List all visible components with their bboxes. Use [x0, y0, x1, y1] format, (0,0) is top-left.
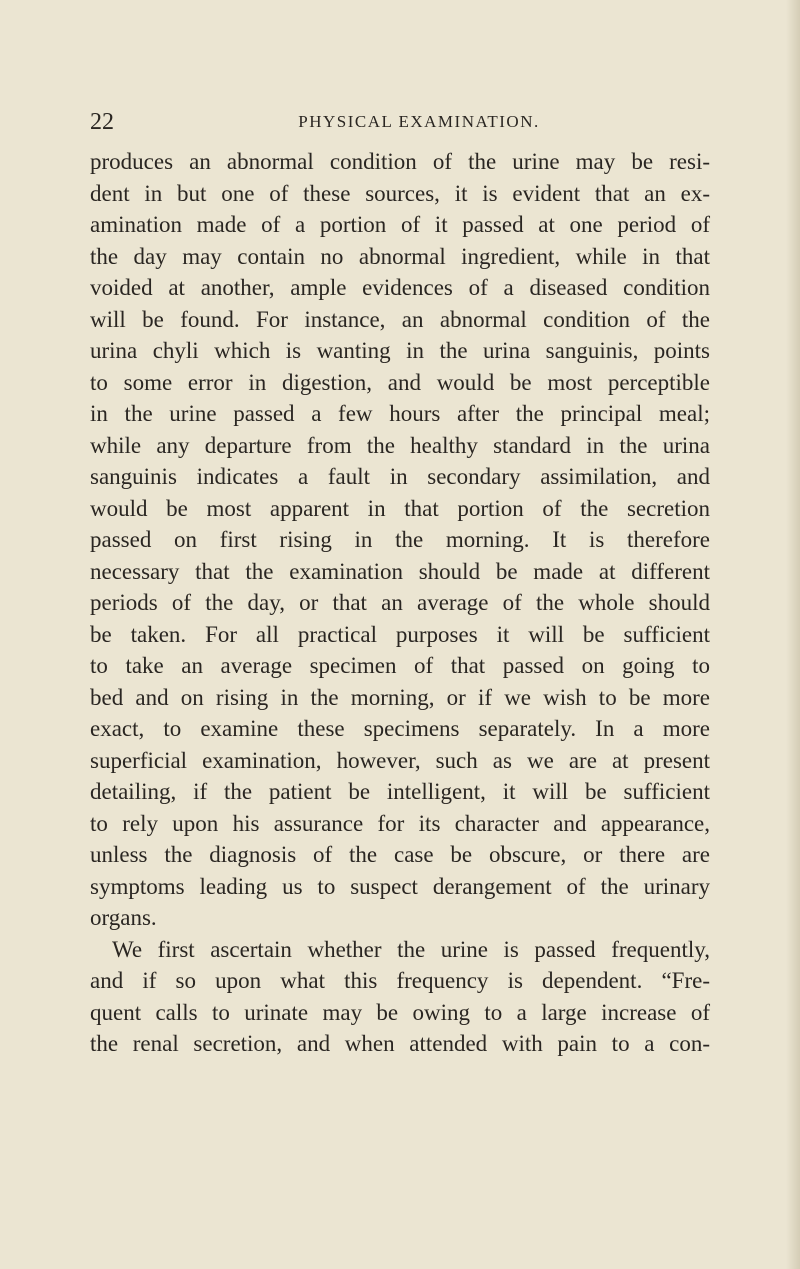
text-line: be taken. For all practical purposes it will be sufficient: [90, 621, 710, 647]
text-line: dent in but one of these sources, it is evident that an ex-: [90, 180, 710, 206]
text-line: urina chyli which is wanting in the urina sanguinis, points: [90, 338, 710, 363]
text-line: amination made of a portion of it passed at one period of: [90, 212, 710, 237]
text-line: to rely upon his assurance for its character and appearance,: [90, 810, 710, 836]
text-line: voided at another, ample evidences of a diseased condition: [90, 275, 710, 300]
page-number: 22: [90, 109, 114, 135]
text-line: unless the diagnosis of the case be obscure, or there are: [90, 842, 710, 867]
page-header: [90, 107, 710, 137]
text-line: will be found. For instance, an abnormal condition of the: [90, 306, 710, 332]
text-line: quent calls to urinate may be owing to a large increase of: [90, 999, 710, 1025]
page-edge-shadow: [786, 0, 800, 1269]
text-line: while any departure from the healthy standard in the urina: [90, 432, 710, 458]
running-head: PHYSICAL EXAMINATION.: [298, 112, 540, 131]
text-line: and if so upon what this frequency is dependent. “Fre-: [90, 968, 710, 993]
text-line: exact, to examine these specimens separately. In a more: [90, 716, 710, 741]
text-line: produces an abnormal condition of the urine may be resi-: [90, 149, 710, 174]
text-line: would be most apparent in that portion of the secretion: [90, 495, 710, 521]
text-line: detailing, if the patient be intelligent, it will be sufficient: [90, 779, 710, 804]
text-line-paragraph-end: organs.: [90, 905, 157, 930]
text-line: necessary that the examination should be made at different: [90, 558, 710, 584]
text-line: symptoms leading us to suspect derangement of the urinary: [90, 873, 710, 899]
body-text: [90, 146, 710, 1060]
text-line-paragraph-start: We first ascertain whether the urine is passed frequently,: [112, 936, 710, 962]
text-line: sanguinis indicates a fault in secondary assimilation, and: [90, 464, 710, 489]
text-line: periods of the day, or that an average of the whole should: [90, 590, 710, 615]
text-line: the renal secretion, and when attended with pain to a con-: [90, 1031, 710, 1056]
text-line: superficial examination, however, such as we are at present: [90, 747, 710, 773]
text-line: passed on first rising in the morning. It is therefore: [90, 527, 710, 552]
text-line: the day may contain no abnormal ingredient, while in that: [90, 243, 710, 269]
text-line: to some error in digestion, and would be most perceptible: [90, 369, 710, 395]
text-line: in the urine passed a few hours after the principal meal;: [90, 401, 710, 426]
text-line: bed and on rising in the morning, or if we wish to be more: [90, 684, 710, 710]
text-line: to take an average specimen of that passed on going to: [90, 653, 710, 678]
